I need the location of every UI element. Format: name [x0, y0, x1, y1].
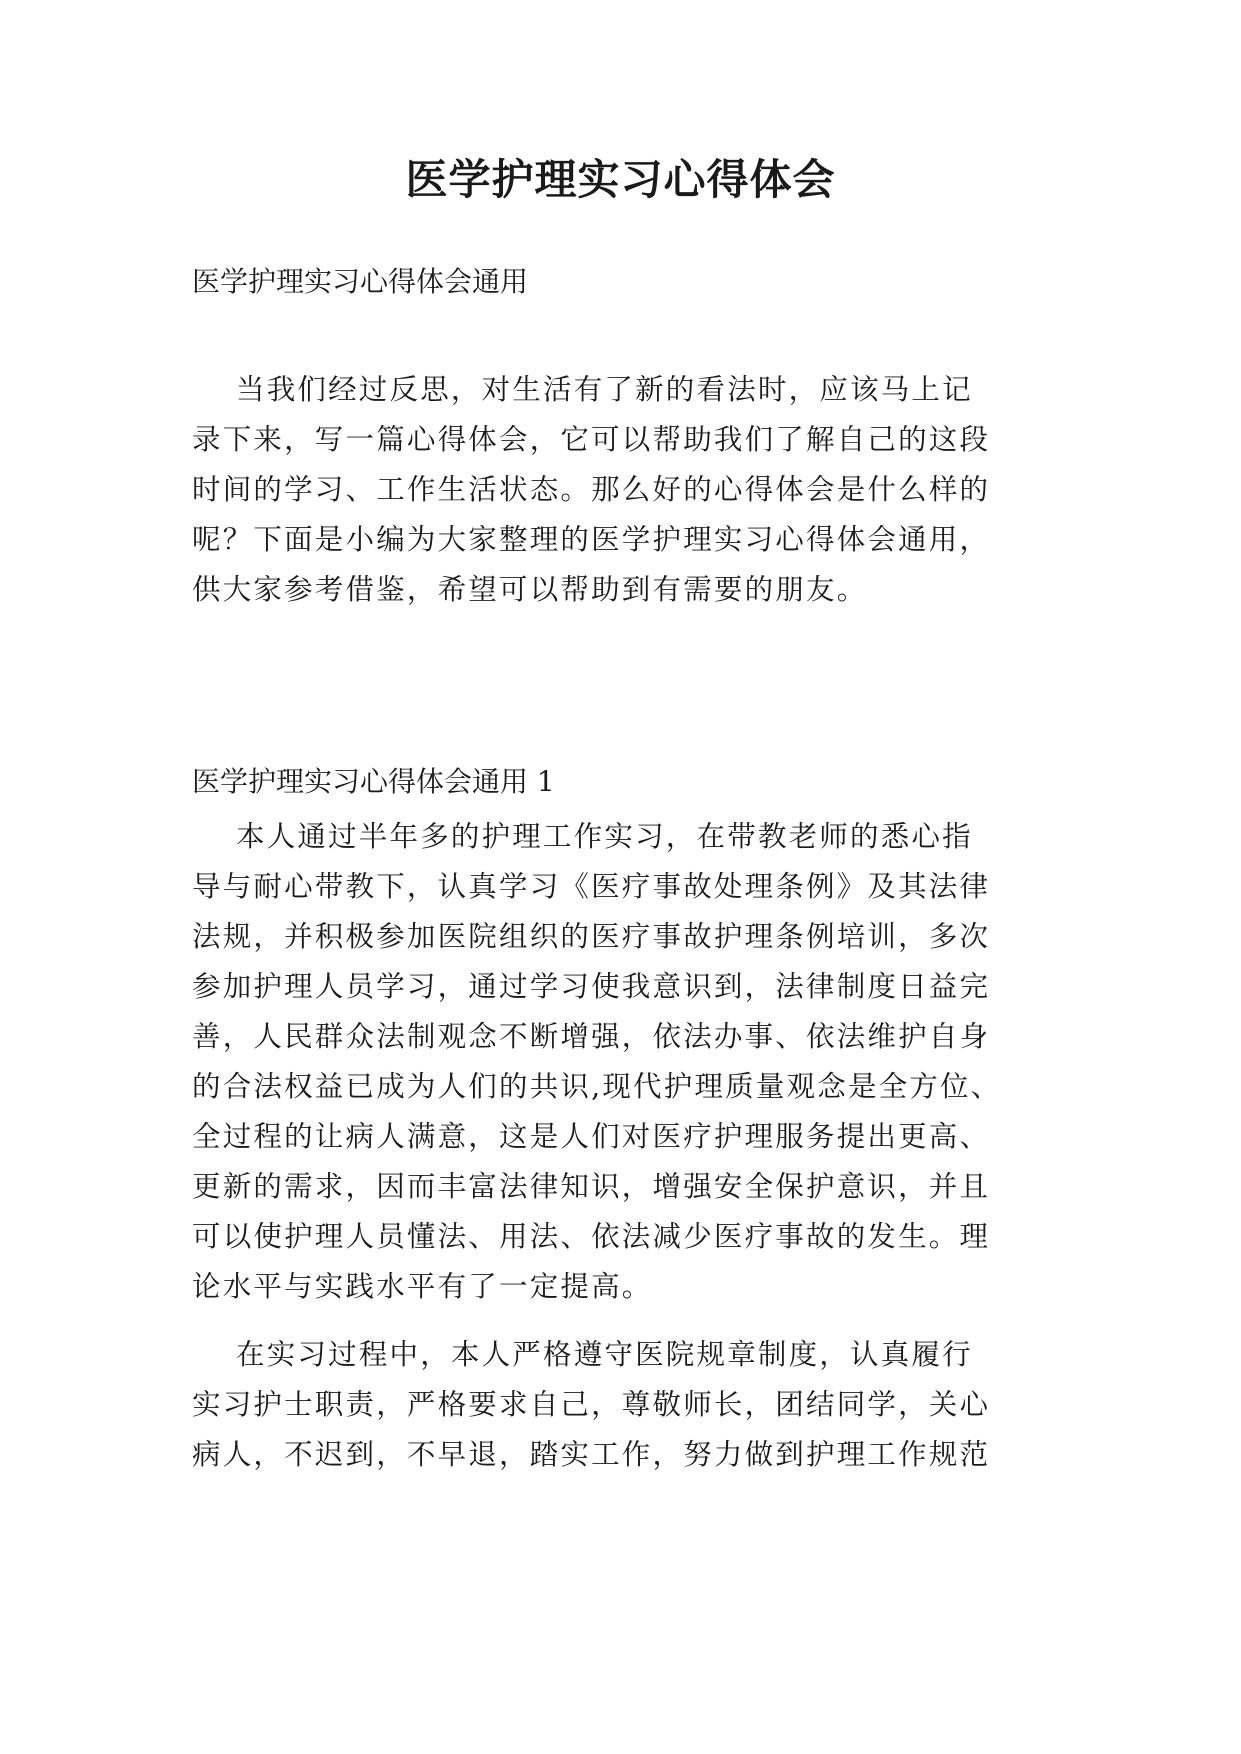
document-title: 医学护理实习心得体会 [405, 155, 836, 204]
section-heading: 医学护理实习心得体会通用 1 [192, 765, 555, 798]
paragraph-line: 可以使护理人员懂法、用法、依法减少医疗事故的发生。理 [192, 1220, 991, 1253]
document-subtitle: 医学护理实习心得体会通用 [192, 265, 529, 298]
intro-line: 供大家参考借鉴，希望可以帮助到有需要的朋友。 [192, 573, 868, 606]
paragraph-line: 在实习过程中，本人严格遵守医院规章制度，认真履行 [236, 1338, 973, 1371]
paragraph-line: 的合法权益已成为人们的共识,现代护理质量观念是全方位、 [192, 1070, 1002, 1103]
intro-line: 录下来，写一篇心得体会，它可以帮助我们了解自己的这段 [192, 423, 991, 456]
paragraph-line: 全过程的让病人满意，这是人们对医疗护理服务提出更高、 [192, 1120, 991, 1153]
paragraph-line: 论水平与实践水平有了一定提高。 [192, 1270, 653, 1303]
paragraph-line: 导与耐心带教下，认真学习《医疗事故处理条例》及其法律 [192, 870, 991, 903]
paragraph-line: 本人通过半年多的护理工作实习，在带教老师的悉心指 [236, 820, 973, 853]
intro-line: 当我们经过反思，对生活有了新的看法时，应该马上记 [236, 373, 973, 406]
paragraph-line: 实习护士职责，严格要求自己，尊敬师长，团结同学，关心 [192, 1388, 991, 1421]
intro-line: 时间的学习、工作生活状态。那么好的心得体会是什么样的 [192, 473, 991, 506]
intro-line: 呢？下面是小编为大家整理的医学护理实习心得体会通用， [192, 523, 991, 556]
paragraph-line: 善，人民群众法制观念不断增强，依法办事、依法维护自身 [192, 1020, 991, 1053]
paragraph-line: 法规，并积极参加医院组织的医疗事故护理条例培训，多次 [192, 920, 991, 953]
paragraph-line: 病人，不迟到，不早退，踏实工作，努力做到护理工作规范 [192, 1438, 991, 1471]
paragraph-line: 参加护理人员学习，通过学习使我意识到，法律制度日益完 [192, 970, 991, 1003]
paragraph-line: 更新的需求，因而丰富法律知识，增强安全保护意识，并且 [192, 1170, 991, 1203]
